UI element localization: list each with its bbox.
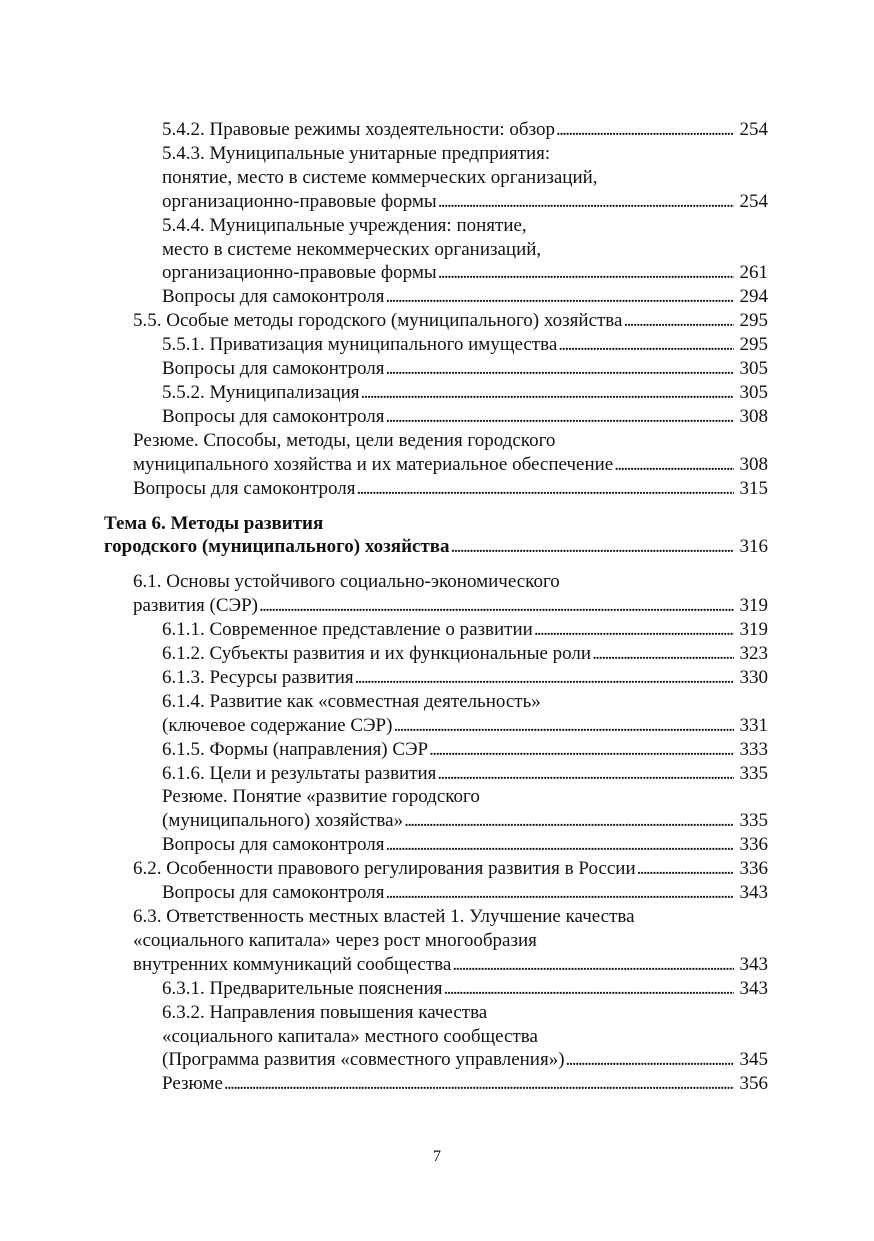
toc-entry-title: Резюме. Понятие «развитие городского [162,786,480,808]
toc-entry-title: 6.3.2. Направления повышения качества [162,1001,488,1023]
toc-entry-title: 6.3.1. Предварительные пояснения [162,977,443,999]
leader-dots [224,1072,734,1096]
toc-page-number: 336 [739,834,768,856]
toc-entry-title: внутренних коммуникаций сообщества [133,953,452,975]
toc-entry-title: 6.1.1. Современное представление о развитии [162,619,533,641]
toc-entry [0,381,768,405]
toc-page-number: 343 [739,882,768,904]
toc-entry-title: Вопросы для самоконтроля [162,405,385,427]
toc-entry-title: Вопросы для самоконтроля [162,286,385,308]
leader-dots [637,857,734,881]
toc-page-number: 319 [739,619,768,641]
leader-dots [385,405,734,429]
toc-entry-title: (Программа развития «совместного управления») [162,1049,565,1071]
toc-entry-title: «социального капитала» через рост многообразия [133,929,537,951]
toc-entry-title: 6.1.2. Субъекты развития и их функциональные роли [162,643,592,665]
toc-entry-title: понятие, место в системе коммерческих организаций, [162,166,598,188]
toc-page-number: 305 [739,381,768,403]
toc-page-number: 343 [739,977,768,999]
toc-entry-title: «социального капитала» местного сообщества [162,1025,538,1047]
toc-page-number: 294 [739,286,768,308]
toc-entry [0,570,768,618]
leader-dots [385,881,734,905]
toc-entry-title: Вопросы для самоконтроля [162,358,385,380]
leader-dots [444,977,734,1001]
toc-page-number: 333 [739,738,768,760]
toc-entry-title: 5.5.2. Муниципализация [162,381,360,403]
toc-entry-title: (муниципального) хозяйства» [162,810,404,832]
toc-chapter-heading [0,512,768,560]
chapter-title: городского (муниципального) хозяйства [104,536,450,558]
toc-entry [0,285,768,309]
toc-entry [0,1001,768,1073]
toc-entry [0,333,768,357]
toc-page-number: 335 [739,762,768,784]
leader-dots [356,477,734,501]
toc-entry-title: 5.4.3. Муниципальные унитарные предприятия: [162,142,551,164]
toc-entry-title: организационно-правовые формы [162,262,437,284]
toc-entry [0,477,768,501]
toc-entry [0,309,768,333]
toc-page-number: 345 [739,1049,768,1071]
leader-dots [259,594,734,618]
toc-entry [0,833,768,857]
leader-dots [361,381,734,405]
toc-entry-title: Вопросы для самоконтроля [133,477,356,499]
leader-dots [452,953,734,977]
toc-entry [0,690,768,738]
toc-page-number: 343 [739,953,768,975]
toc-page-number: 356 [739,1073,768,1095]
toc-entry [0,618,768,642]
toc-page-number: 319 [739,595,768,617]
toc-entry-title: Вопросы для самоконтроля [162,834,385,856]
toc-entry-title: Резюме [162,1073,223,1095]
toc-page-number: 254 [739,119,768,140]
toc-entry [0,857,768,881]
toc-entry-title: 6.1.5. Формы (направления) СЭР [162,738,429,760]
leader-dots [623,309,734,333]
toc-entry [0,881,768,905]
toc-entry [0,142,768,214]
toc-page-number: 330 [739,666,768,688]
leader-dots [355,666,734,690]
leader-dots [592,642,734,666]
toc-entry-title: 5.5.1. Приватизация муниципального имущества [162,334,558,356]
toc-page-number: 336 [739,858,768,880]
leader-dots [614,453,734,477]
leader-dots [534,618,734,642]
toc-page-number: 254 [739,190,768,212]
toc-entry-title: 5.5. Особые методы городского (муниципального) хозяйства [133,310,623,332]
toc-entry-title: 5.4.4. Муниципальные учреждения: понятие, [162,214,527,236]
leader-dots [438,261,734,285]
toc-entry-title: 6.1. Основы устойчивого социально-экономического [133,571,560,593]
toc-entry-title: 6.3. Ответственность местных властей 1. Улучшение качества [133,906,635,927]
page-number: 7 [433,1148,441,1165]
toc-page-number: 316 [739,536,768,558]
toc-entry-title: муниципального хозяйства и их материальное обеспечение [133,453,614,475]
toc-entry [0,214,768,286]
toc-entry-title: 6.1.6. Цели и результаты развития [162,762,437,784]
toc-entry-title: 5.4.2. Правовые режимы хоздеятельности: обзор [162,119,555,140]
toc-page-number: 315 [739,477,768,499]
toc-entry [0,738,768,762]
toc-page-number: 295 [739,310,768,332]
toc-entry-title: 6.1.3. Ресурсы развития [162,666,354,688]
toc-entry [0,357,768,381]
leader-dots [385,833,734,857]
leader-dots [451,535,734,559]
toc-entry-title: развития (СЭР) [133,595,258,617]
toc-entry-title: 6.1.4. Развитие как «совместная деятельность» [162,690,541,712]
toc-page-number: 261 [739,262,768,284]
toc-entry [0,642,768,666]
leader-dots [558,333,734,357]
toc-entry-title: (ключевое содержание СЭР) [162,714,393,736]
toc-entry-title: 6.2. Особенности правового регулирования развития в России [133,858,636,880]
toc-entry [0,1072,768,1096]
toc-page-number: 308 [739,405,768,427]
toc-entry [0,666,768,690]
toc-page-number: 308 [739,453,768,475]
toc-entry [0,905,768,977]
leader-dots [438,190,734,214]
toc-entry [0,762,768,786]
toc-entry [0,118,768,142]
toc-entry [0,977,768,1001]
leader-dots [385,285,734,309]
leader-dots [393,714,734,738]
toc-entry [0,405,768,429]
toc-entry-title: Резюме. Способы, методы, цели ведения городского [133,429,556,451]
leader-dots [556,118,734,142]
toc-entry-title: место в системе некоммерческих организаций, [162,238,542,260]
toc-page-number: 295 [739,334,768,356]
leader-dots [385,357,734,381]
toc-entry [0,785,768,833]
toc-entry [0,429,768,477]
chapter-title: Тема 6. Методы развития [104,512,324,534]
toc-page-number: 305 [739,358,768,380]
table-of-contents [0,118,874,1096]
toc-page-number: 323 [739,643,768,665]
leader-dots [566,1048,734,1072]
leader-dots [404,809,734,833]
toc-entry-title: организационно-правовые формы [162,190,437,212]
toc-entry-title: Вопросы для самоконтроля [162,882,385,904]
toc-page-number: 335 [739,810,768,832]
leader-dots [429,738,734,762]
toc-page-number: 331 [739,714,768,736]
leader-dots [437,762,734,786]
